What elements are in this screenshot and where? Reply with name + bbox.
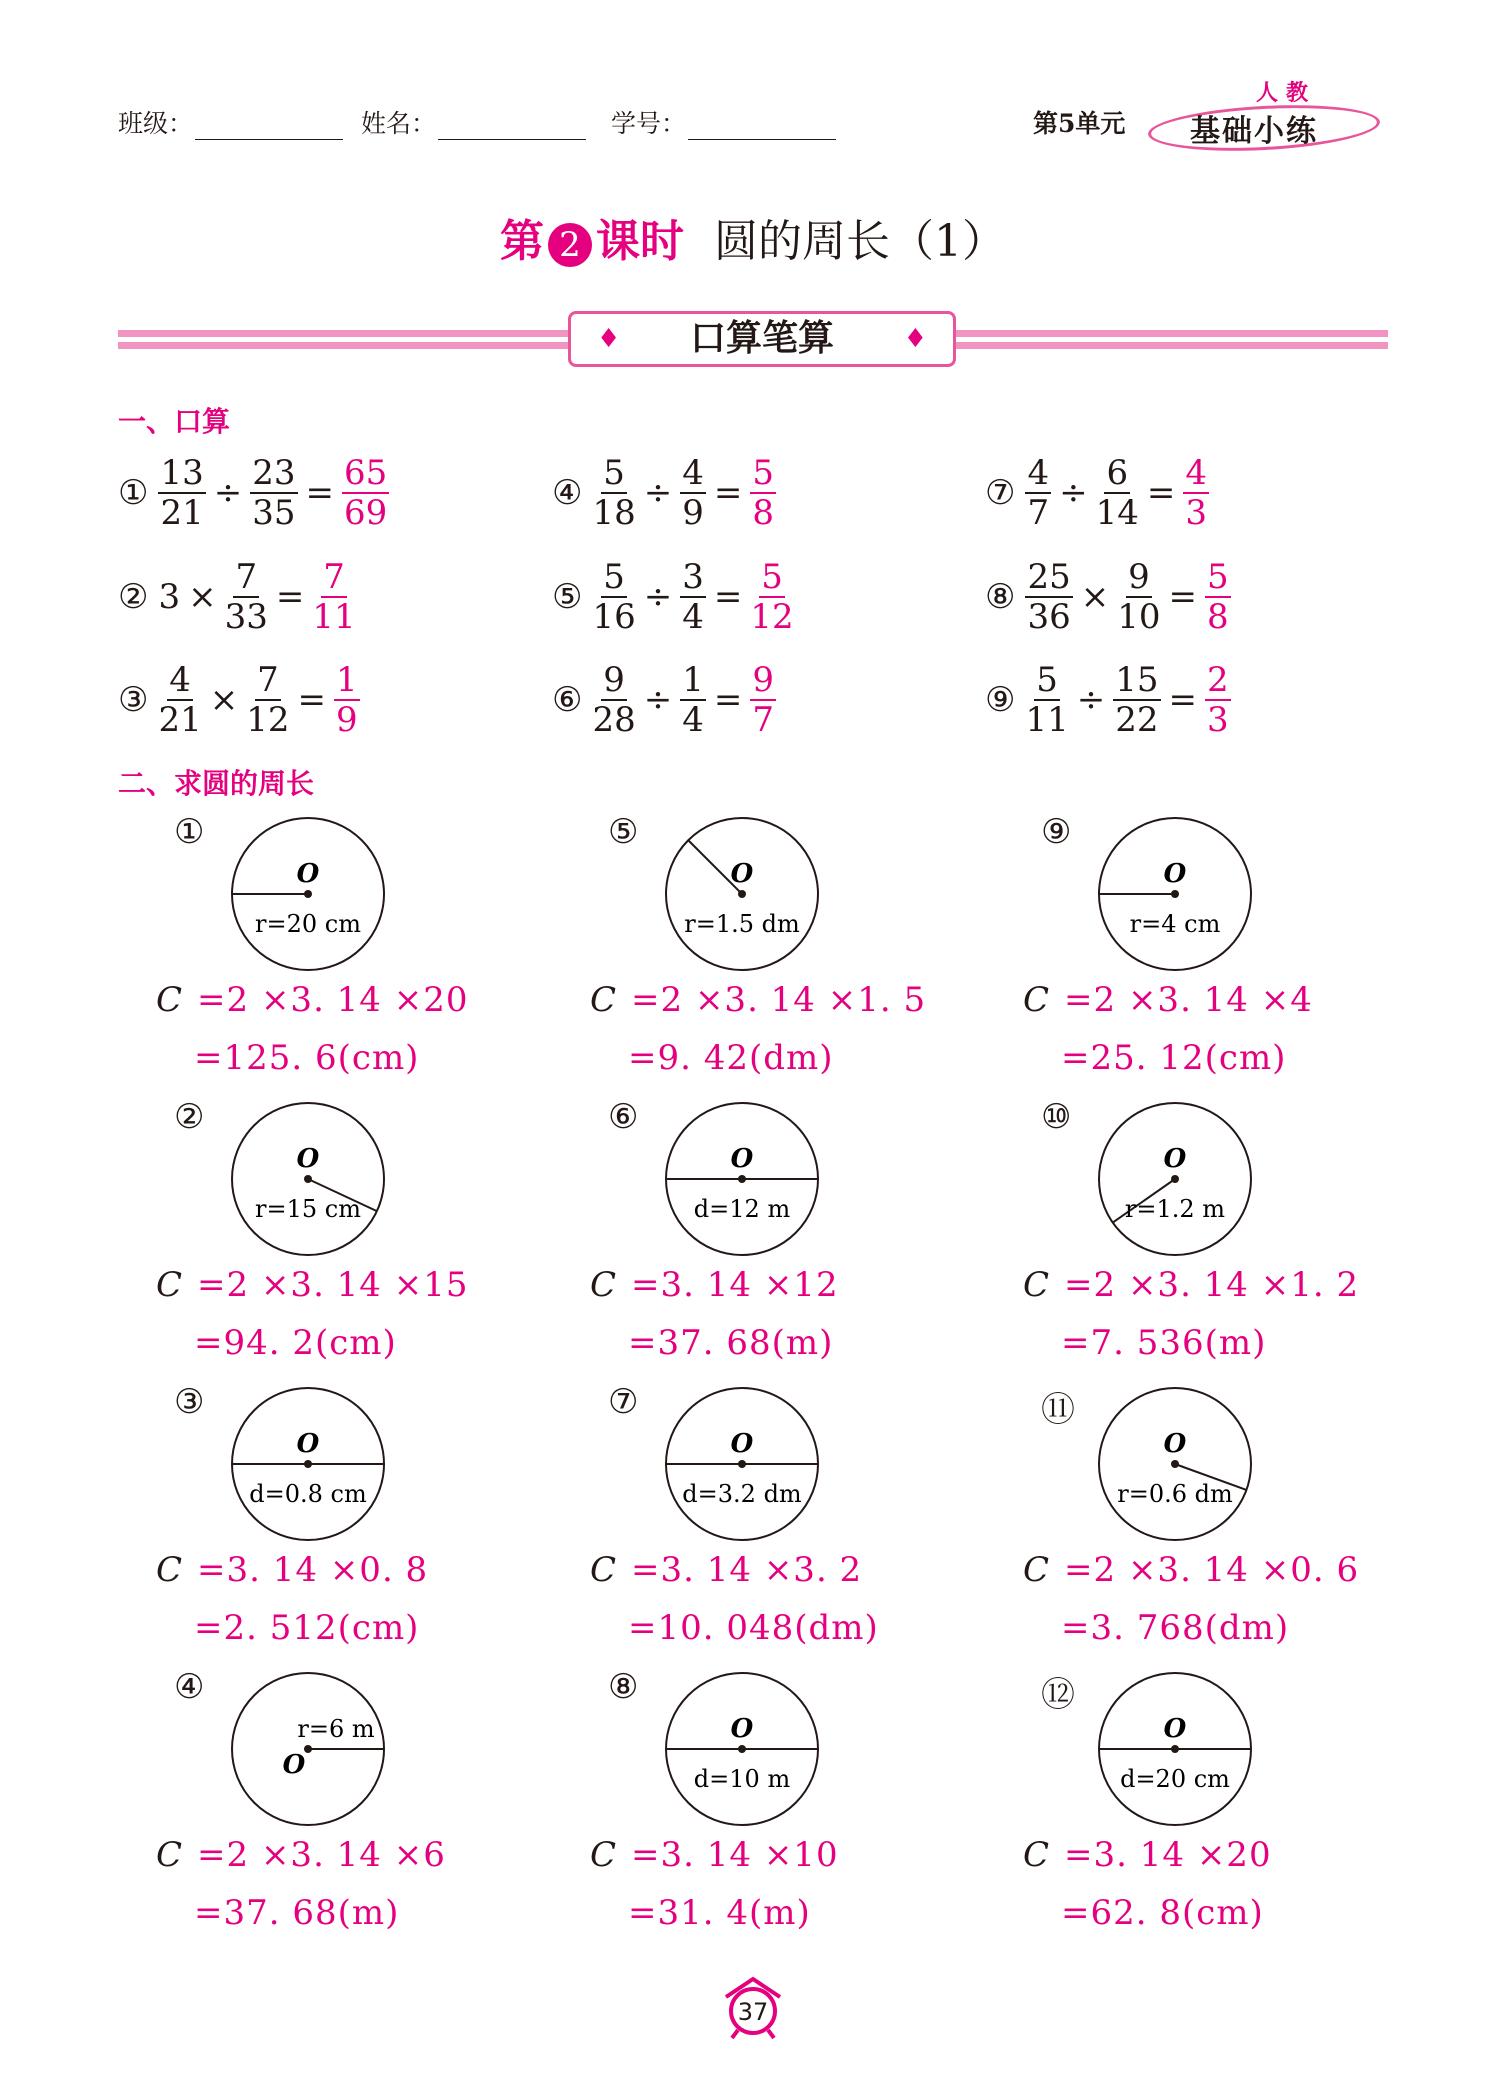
answer-denominator: 12 — [750, 597, 794, 637]
calc-line-2 — [194, 1323, 397, 1363]
name-blank[interactable] — [438, 113, 586, 140]
center-dot — [304, 890, 312, 898]
class-blank[interactable] — [195, 113, 343, 140]
equals-sign: = — [1168, 680, 1198, 720]
answer-numerator: 65 — [344, 453, 388, 493]
section-title-box — [568, 311, 956, 367]
fraction — [680, 454, 706, 532]
circle-diagram — [552, 1097, 972, 1267]
numerator: 7 — [257, 660, 279, 700]
diamond-icon-left: ♦ — [597, 324, 621, 354]
denominator: 22 — [1115, 700, 1159, 740]
denominator: 21 — [160, 493, 204, 533]
fraction — [1113, 661, 1160, 739]
page-number: 37 — [737, 1998, 769, 2026]
numerator: 6 — [1106, 453, 1129, 493]
circumference-var: C — [590, 1835, 618, 1875]
answer-denominator: 11 — [312, 597, 356, 637]
mental-item — [118, 448, 393, 538]
calc-line-2 — [194, 1608, 419, 1648]
circumference-var: C — [1023, 980, 1051, 1020]
part2-label: 二、求圆的周长 — [118, 767, 315, 800]
measure-label: r=1.5 dm — [684, 910, 800, 938]
formula: =2 ×3. 14 ×6 — [197, 1835, 446, 1875]
numerator: 7 — [235, 557, 258, 597]
formula: =2 ×3. 14 ×1. 5 — [631, 980, 927, 1020]
item-number: ⑤ — [608, 812, 639, 852]
calc-line-1 — [156, 1550, 428, 1590]
fraction — [680, 558, 706, 636]
answer-numerator: 5 — [1207, 557, 1229, 597]
alarm-clock-icon — [720, 1975, 786, 2041]
formula: =3. 14 ×20 — [1064, 1835, 1272, 1875]
item-number: ⑨ — [985, 680, 1016, 720]
item-number: ⑨ — [1041, 812, 1072, 852]
item-number: ⑥ — [608, 1097, 639, 1137]
mental-item — [118, 655, 364, 745]
numerator: 1 — [682, 660, 704, 700]
answer-fraction — [1183, 454, 1209, 532]
item-number: ④ — [174, 1667, 205, 1707]
item-number: ⑩ — [1041, 1097, 1072, 1137]
center-dot — [1171, 890, 1179, 898]
part1-label: 一、口算 — [118, 405, 231, 438]
calc-line-2 — [1061, 1608, 1289, 1648]
measure-label: r=6 m — [297, 1715, 375, 1743]
operator: ÷ — [213, 473, 243, 513]
circle-problem — [118, 1667, 538, 1947]
id-label: 学号： — [611, 109, 687, 138]
answer-denominator: 9 — [336, 700, 358, 740]
brand-logo — [1148, 80, 1408, 150]
calc-line-1 — [590, 1835, 839, 1875]
answer-numerator: 5 — [761, 557, 783, 597]
numerator: 25 — [1027, 557, 1071, 597]
calc-line-2 — [628, 1038, 834, 1078]
numerator: 5 — [603, 453, 625, 493]
answer-fraction — [750, 558, 793, 636]
result: =37. 68(m) — [628, 1323, 834, 1363]
center-dot — [304, 1175, 312, 1183]
circle-diagram — [552, 1382, 972, 1552]
calc-line-1 — [1023, 1265, 1359, 1305]
item-number: ⑪ — [1041, 1390, 1075, 1430]
circumference-var: C — [156, 1265, 184, 1305]
calc-line-2 — [1061, 1323, 1266, 1363]
measure-label: r=0.6 dm — [1117, 1480, 1233, 1508]
numerator: 15 — [1115, 660, 1159, 700]
item-number: ⑤ — [552, 577, 583, 617]
center-dot — [738, 1745, 746, 1753]
circumference-var: C — [590, 980, 618, 1020]
result: =37. 68(m) — [194, 1893, 400, 1933]
center-label: O — [1163, 1429, 1187, 1459]
numerator: 9 — [603, 660, 625, 700]
fraction — [246, 661, 289, 739]
name-field[interactable] — [361, 104, 586, 140]
denominator: 28 — [592, 700, 636, 740]
center-dot — [304, 1460, 312, 1468]
fraction — [250, 454, 297, 532]
formula: =2 ×3. 14 ×0. 6 — [1064, 1550, 1360, 1590]
circle-diagram — [118, 1667, 538, 1837]
mental-item — [552, 655, 780, 745]
equals-sign: = — [1146, 473, 1176, 513]
numerator: 9 — [1128, 557, 1150, 597]
center-dot — [1171, 1175, 1179, 1183]
calc-line-2 — [628, 1893, 811, 1933]
equals-sign: = — [275, 577, 305, 617]
answer-numerator: 9 — [752, 660, 775, 700]
mental-item — [552, 448, 780, 538]
item-number: ② — [174, 1097, 205, 1137]
item-number: ⑧ — [985, 577, 1016, 617]
lesson-number-badge: 2 — [548, 223, 592, 267]
fraction — [1025, 454, 1051, 532]
circumference-var: C — [156, 980, 184, 1020]
circle-problem — [118, 1382, 538, 1662]
equals-sign: = — [713, 577, 743, 617]
denominator: 35 — [252, 493, 296, 533]
denominator: 21 — [158, 700, 202, 740]
page-title — [0, 205, 1506, 269]
answer-fraction — [1205, 661, 1231, 739]
denominator: 12 — [246, 700, 290, 740]
id-blank[interactable] — [688, 113, 836, 140]
circle-diagram — [985, 812, 1405, 982]
answer-numerator: 1 — [336, 660, 358, 700]
circle-problem — [985, 1382, 1405, 1662]
denominator: 11 — [1025, 700, 1069, 740]
formula: =3. 14 ×0. 8 — [197, 1550, 429, 1590]
calc-line-2 — [628, 1323, 833, 1363]
operator: ÷ — [643, 473, 673, 513]
class-field[interactable] — [118, 104, 343, 140]
mental-item — [985, 655, 1235, 745]
circle-problem — [985, 1097, 1405, 1377]
circle-problem — [552, 1382, 972, 1662]
equals-sign: = — [713, 473, 743, 513]
brand-top: 人教 — [1256, 80, 1317, 106]
answer-numerator: 4 — [1185, 453, 1208, 493]
lesson-suffix: 课时 — [596, 216, 684, 267]
denominator: 4 — [682, 597, 704, 637]
fraction — [592, 558, 635, 636]
calc-line-1 — [156, 1835, 446, 1875]
answer-fraction — [312, 558, 355, 636]
denominator: 16 — [592, 597, 636, 637]
answer-denominator: 69 — [344, 493, 388, 533]
equals-sign: = — [305, 473, 335, 513]
answer-numerator: 7 — [323, 557, 345, 597]
page-number-badge — [720, 1975, 786, 2041]
item-number: ④ — [552, 473, 583, 513]
numerator: 5 — [603, 557, 625, 597]
id-field[interactable] — [611, 104, 836, 140]
answer-denominator: 8 — [752, 493, 775, 533]
center-dot — [1171, 1745, 1179, 1753]
formula: =3. 14 ×12 — [631, 1265, 839, 1305]
denominator: 14 — [1095, 493, 1139, 533]
measure-label: d=10 m — [693, 1765, 791, 1793]
center-label: O — [730, 1144, 754, 1174]
circumference-var: C — [156, 1550, 184, 1590]
circumference-var: C — [590, 1550, 618, 1590]
circumference-var: C — [156, 1835, 184, 1875]
answer-denominator: 3 — [1185, 493, 1208, 533]
item-number: ⑥ — [552, 680, 583, 720]
item-number: ③ — [118, 680, 149, 720]
center-label: O — [1163, 1714, 1187, 1744]
operator: × — [1080, 577, 1110, 617]
numerator: 23 — [252, 453, 296, 493]
calc-line-1 — [590, 1550, 862, 1590]
header — [118, 80, 1388, 149]
fraction — [592, 661, 635, 739]
numerator: 5 — [1036, 660, 1058, 700]
measure-label: d=20 cm — [1120, 1765, 1230, 1793]
item-number: ⑧ — [608, 1667, 639, 1707]
answer-fraction — [750, 661, 776, 739]
calc-line-1 — [1023, 980, 1313, 1020]
section-title: 口算笔算 — [689, 318, 834, 359]
circumference-var: C — [1023, 1550, 1051, 1590]
denominator: 10 — [1117, 597, 1161, 637]
fraction — [1096, 454, 1139, 532]
equals-sign: = — [1168, 577, 1198, 617]
answer-denominator: 3 — [1207, 700, 1229, 740]
numerator: 3 — [682, 557, 704, 597]
measure-label: d=0.8 cm — [249, 1480, 367, 1508]
center-label: O — [1163, 1144, 1187, 1174]
result: =10. 048(dm) — [628, 1608, 879, 1648]
measure-label: d=3.2 dm — [682, 1480, 802, 1508]
answer-denominator: 7 — [752, 700, 775, 740]
calc-line-2 — [1061, 1038, 1286, 1078]
operator: ÷ — [643, 680, 673, 720]
calc-line-1 — [590, 980, 926, 1020]
diamond-icon-right: ♦ — [903, 324, 927, 354]
answer-denominator: 8 — [1207, 597, 1229, 637]
formula: =3. 14 ×10 — [631, 1835, 839, 1875]
mental-item — [985, 552, 1235, 642]
result: =62. 8(cm) — [1061, 1893, 1264, 1933]
measure-label: r=20 cm — [255, 910, 361, 938]
center-dot — [738, 1175, 746, 1183]
numerator: 13 — [160, 453, 204, 493]
calc-line-1 — [1023, 1550, 1359, 1590]
formula: =2 ×3. 14 ×20 — [197, 980, 469, 1020]
operator: ÷ — [1076, 680, 1106, 720]
fraction — [1117, 558, 1160, 636]
calc-line-2 — [628, 1608, 879, 1648]
center-label: O — [282, 1750, 306, 1780]
measure-label: d=12 m — [693, 1195, 791, 1223]
calc-line-1 — [156, 980, 469, 1020]
operator: ÷ — [1059, 473, 1088, 513]
center-label: O — [730, 1714, 754, 1744]
operator: ÷ — [643, 577, 673, 617]
circle-problem — [118, 1097, 538, 1377]
center-dot — [1171, 1460, 1179, 1468]
answer-numerator: 2 — [1207, 660, 1229, 700]
numerator: 4 — [1027, 453, 1050, 493]
calc-line-1 — [156, 1265, 469, 1305]
denominator: 18 — [592, 493, 636, 533]
circle-diagram — [118, 1097, 538, 1267]
measure-label: r=15 cm — [255, 1195, 361, 1223]
equals-sign: = — [713, 680, 743, 720]
item-number: ① — [118, 473, 149, 513]
calc-line-2 — [1061, 1893, 1264, 1933]
circle-problem — [552, 812, 972, 1092]
result: =125. 6(cm) — [194, 1038, 420, 1078]
answer-fraction — [750, 454, 776, 532]
measure-label: r=4 cm — [1129, 910, 1221, 938]
numerator: 4 — [169, 660, 191, 700]
result: =7. 536(m) — [1061, 1323, 1267, 1363]
circumference-var: C — [1023, 1265, 1051, 1305]
answer-fraction — [1205, 558, 1231, 636]
formula: =3. 14 ×3. 2 — [631, 1550, 863, 1590]
center-label: O — [296, 1429, 320, 1459]
center-label: O — [296, 1144, 320, 1174]
operator: × — [209, 680, 239, 720]
answer-fraction — [334, 661, 360, 739]
item-number: ⑦ — [985, 473, 1016, 513]
denominator: 33 — [224, 597, 268, 637]
calc-line-2 — [194, 1038, 419, 1078]
center-label: O — [730, 859, 754, 889]
circle-diagram — [985, 1382, 1405, 1552]
formula: =2 ×3. 14 ×4 — [1064, 980, 1313, 1020]
fraction — [158, 454, 205, 532]
circumference-var: C — [590, 1265, 618, 1305]
circle-diagram — [985, 1097, 1405, 1267]
result: =94. 2(cm) — [194, 1323, 397, 1363]
answer-fraction — [342, 454, 389, 532]
fraction — [592, 454, 635, 532]
circle-problem — [552, 1097, 972, 1377]
item-number: ② — [118, 577, 149, 617]
center-dot — [738, 890, 746, 898]
center-dot — [738, 1460, 746, 1468]
denominator: 4 — [682, 700, 704, 740]
result: =3. 768(dm) — [1061, 1608, 1290, 1648]
result: =31. 4(m) — [628, 1893, 811, 1933]
denominator: 9 — [682, 493, 704, 533]
calc-line-1 — [590, 1265, 839, 1305]
mental-item — [985, 448, 1213, 538]
denominator: 36 — [1027, 597, 1071, 637]
result: =9. 42(dm) — [628, 1038, 834, 1078]
center-label: O — [730, 1429, 754, 1459]
result: =25. 12(cm) — [1061, 1038, 1287, 1078]
fraction — [225, 558, 268, 636]
fraction — [1025, 661, 1068, 739]
fraction — [680, 661, 706, 739]
unit-label: 第5单元 — [1033, 109, 1126, 138]
circle-problem — [985, 1667, 1405, 1947]
class-label: 班级： — [118, 109, 194, 138]
name-label: 姓名： — [361, 109, 437, 138]
center-label: O — [1163, 859, 1187, 889]
item-number: ⑫ — [1041, 1675, 1075, 1715]
formula: =2 ×3. 14 ×15 — [197, 1265, 469, 1305]
operator: × — [188, 577, 217, 617]
formula: =2 ×3. 14 ×1. 2 — [1064, 1265, 1360, 1305]
circle-diagram — [552, 1667, 972, 1837]
lesson-prefix: 第 — [500, 216, 544, 267]
result: =2. 512(cm) — [194, 1608, 420, 1648]
brand-main: 基础小练 — [1190, 114, 1318, 149]
calc-line-1 — [1023, 1835, 1272, 1875]
center-label: O — [296, 859, 320, 889]
calc-line-2 — [194, 1893, 399, 1933]
numerator: 4 — [682, 453, 704, 493]
circle-problem — [985, 812, 1405, 1092]
item-number: ③ — [174, 1382, 205, 1422]
denominator: 7 — [1027, 493, 1050, 533]
mental-item — [118, 552, 360, 642]
circle-diagram — [118, 812, 538, 982]
measure-label: r=1.2 m — [1124, 1195, 1226, 1223]
mental-item — [552, 552, 798, 642]
fraction — [1025, 558, 1072, 636]
circle-diagram — [118, 1382, 538, 1552]
fraction — [158, 661, 201, 739]
lesson-name: 圆的周长（1） — [714, 216, 1006, 267]
circle-diagram — [985, 1667, 1405, 1837]
circle-diagram — [552, 812, 972, 982]
circle-problem — [118, 812, 538, 1092]
circumference-var: C — [1023, 1835, 1051, 1875]
item-number: ⑦ — [608, 1382, 639, 1422]
equals-sign: = — [297, 680, 327, 720]
integer: 3 — [158, 577, 181, 617]
item-number: ① — [174, 812, 205, 852]
circle-problem — [552, 1667, 972, 1947]
answer-numerator: 5 — [752, 453, 775, 493]
